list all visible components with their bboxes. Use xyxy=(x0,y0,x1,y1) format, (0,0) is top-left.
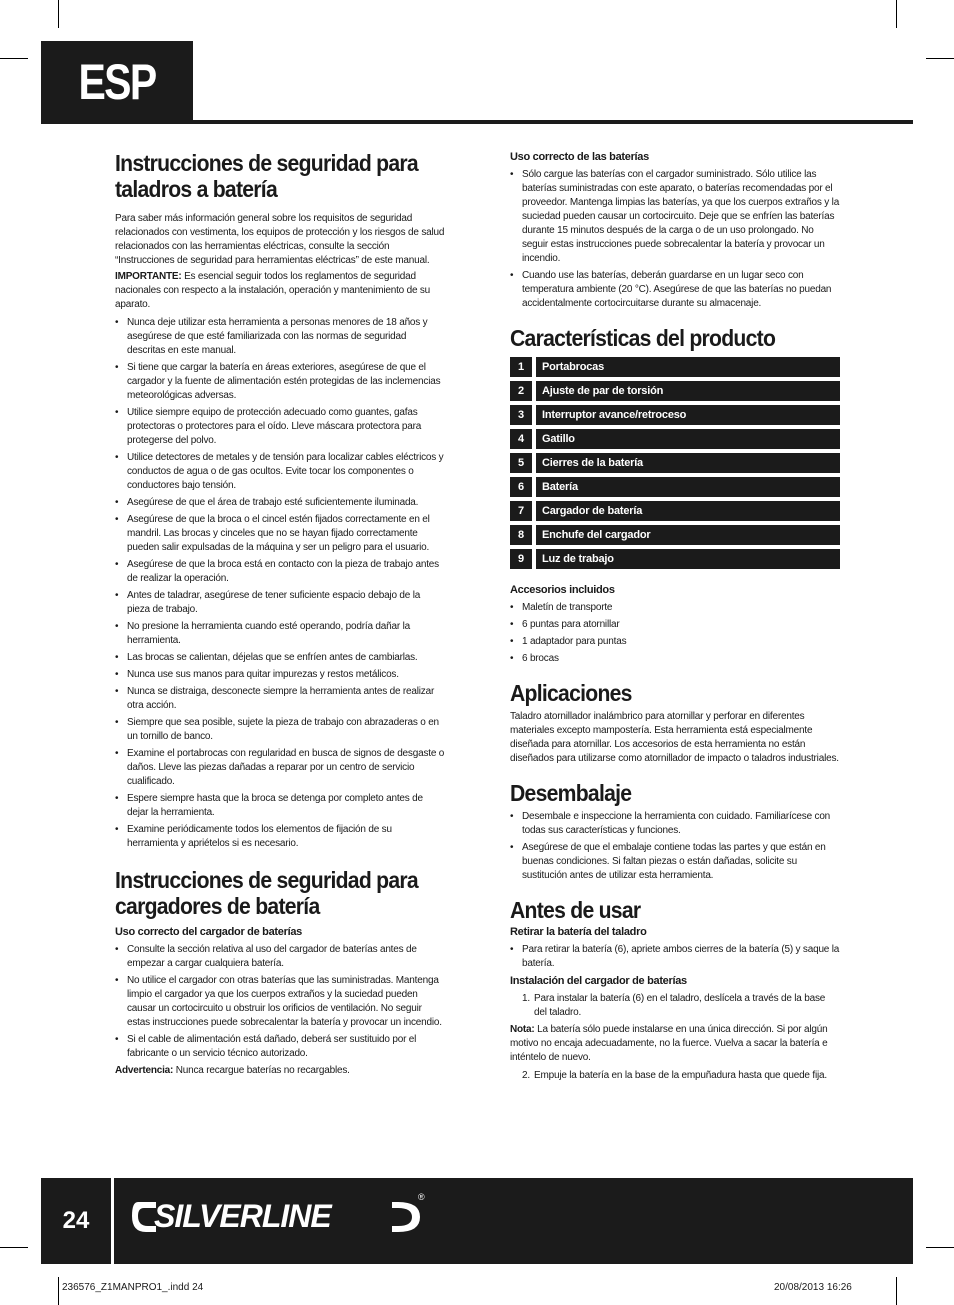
list-item: • Desembale e inspeccione la herramienta con cuidado. Familiarícese con todas sus características y funciones. xyxy=(510,810,840,838)
section-title-charger-safety: Instrucciones de seguridad para cargadores de batería xyxy=(115,867,418,919)
list-item: • Siempre que sea posible, sujete la pieza de trabajo con abrazaderas o en un tornillo de banco. xyxy=(115,716,445,744)
list-item: • Nunca use sus manos para quitar impurezas y restos metálicos. xyxy=(115,668,445,682)
install-step: 2. Empuje la batería en la base de la empuñadura hasta que quede fija. xyxy=(522,1070,827,1081)
accessory-item: • 1 adaptador para puntas xyxy=(510,635,840,649)
list-item: • No presione la herramienta cuando esté operando, podría dañar la herramienta. xyxy=(115,620,445,648)
registered-mark: ® xyxy=(418,1192,425,1202)
list-item: • Para retirar la batería (6), apriete ambos cierres de la batería (5) y saque la batería. xyxy=(510,943,840,971)
feature-number: 3 xyxy=(510,405,532,425)
list-item: • No utilice el cargador con otras baterías que las suministradas. Mantenga limpio el cargador ya que los cuerpos extraños y la suciedad pueden causar un cortocircuito u obstruir los orificios de ventilación. No seguir estas instrucciones puede sobrecalentar la batería y provocar un incendio. xyxy=(115,974,445,1030)
page-number: 24 xyxy=(41,1178,114,1264)
right-column xyxy=(510,150,840,1086)
list-item: • Espere siempre hasta que la broca se detenga por completo antes de dejar la herramienta. xyxy=(115,792,445,820)
header-rule xyxy=(41,120,913,124)
list-item: • Nunca deje utilizar esta herramienta a personas menores de 18 años y asegúrese de que esté familiarizada con las normas de seguridad descritas en este manual. xyxy=(115,316,445,358)
installation-note: Nota: La batería sólo puede instalarse en una única dirección. Si por algún motivo no encaja adecuadamente, no la fuerce. Vuelva a sacar la batería e inténtelo de nuevo. xyxy=(510,1024,828,1063)
crop-mark xyxy=(58,0,59,28)
crop-mark xyxy=(0,58,28,59)
install-step: 1. Para instalar la batería (6) en el taladro, deslícela a través de la base del taladro. xyxy=(522,993,826,1018)
feature-label: Batería xyxy=(536,477,840,497)
list-item: • Examine periódicamente todos los elementos de fijación de su herramienta y apriételos si es necesario. xyxy=(115,823,445,851)
feature-label: Portabrocas xyxy=(536,357,840,377)
list-item: • Asegúrese de que el embalaje contiene todas las partes y que están en buenas condiciones. Si faltan piezas o están dañadas, solicite su sustitución antes de utilizar esta herramienta. xyxy=(510,841,840,883)
feature-label: Cargador de batería xyxy=(536,501,840,521)
logo-wordmark: SILVERLINE xyxy=(154,1198,331,1234)
list-item: • Cuando use las baterías, deberán guardarse en un lugar seco con temperatura ambiente (20 °C). Asegúrese de que las baterías no puedan accidentalmente cortocircuitarse durante su almacenaje. xyxy=(510,269,840,311)
important-note: IMPORTANTE: Es esencial seguir todos los reglamentos de seguridad nacionales con respecto a la instalación, operación y mantenimiento de su aparato. xyxy=(115,271,431,310)
language-code: ESP xyxy=(78,54,156,110)
feature-number: 2 xyxy=(510,381,532,401)
feature-row xyxy=(510,453,840,473)
feature-number: 8 xyxy=(510,525,532,545)
list-item: • Si el cable de alimentación está dañado, deberá ser sustituido por el fabricante o un servicio técnico autorizado. xyxy=(115,1033,445,1061)
feature-label: Ajuste de par de torsión xyxy=(536,381,840,401)
silverline-logo xyxy=(130,1190,430,1240)
crop-mark xyxy=(0,1247,28,1248)
feature-number: 4 xyxy=(510,429,532,449)
list-item: • Si tiene que cargar la batería en áreas exteriores, asegúrese de que el cargador y la fuente de alimentación estén protegidas de las inclemencias meteorológicas adversas. xyxy=(115,361,445,403)
feature-row xyxy=(510,477,840,497)
feature-number: 9 xyxy=(510,549,532,569)
feature-row xyxy=(510,429,840,449)
unpacking-list xyxy=(510,810,840,883)
left-column xyxy=(115,150,445,1080)
charger-safety-list xyxy=(115,943,445,1061)
battery-use-list xyxy=(510,168,840,311)
drill-safety-list xyxy=(115,316,445,851)
crop-mark xyxy=(926,58,954,59)
crop-mark xyxy=(926,1247,954,1248)
logo-right-bracket xyxy=(392,1202,420,1232)
list-item: • Nunca se distraiga, desconecte siempre la herramienta antes de realizar otra acción. xyxy=(115,685,445,713)
feature-label: Cierres de la batería xyxy=(536,453,840,473)
slug-date: 20/08/2013 16:26 xyxy=(774,1282,852,1293)
feature-number: 5 xyxy=(510,453,532,473)
crop-mark xyxy=(896,1277,897,1305)
section-title-applications: Aplicaciones xyxy=(510,680,632,706)
feature-label: Luz de trabajo xyxy=(536,549,840,569)
section-title-features: Características del producto xyxy=(510,325,776,351)
feature-row xyxy=(510,501,840,521)
install-battery-subheading: Instalación del cargador de baterías xyxy=(510,975,687,987)
list-item: • Asegúrese de que la broca o el cincel estén fijados correctamente en el mandril. Las brocas y cinceles que no se hayan fijado correctamente pueden salir expulsadas de la máquina y ser un peligro para el usuario. xyxy=(115,513,445,555)
accessory-item: • 6 brocas xyxy=(510,652,840,666)
language-tab xyxy=(41,41,193,123)
install-steps-2 xyxy=(510,1069,840,1083)
feature-row xyxy=(510,381,840,401)
list-item: • Utilice siempre equipo de protección adecuado como guantes, gafas protectoras o protectores para el oído. Lleve máscara protectora para protegerse del polvo. xyxy=(115,406,445,448)
list-item: • Consulte la sección relativa al uso del cargador de baterías antes de empezar a cargar cualquiera batería. xyxy=(115,943,445,971)
install-steps-1 xyxy=(510,992,840,1020)
charger-use-subheading: Uso correcto del cargador de baterías xyxy=(115,926,302,938)
accessories-subheading: Accesorios incluidos xyxy=(510,584,615,596)
feature-row xyxy=(510,549,840,569)
feature-number: 1 xyxy=(510,357,532,377)
warning-note: Advertencia: Nunca recargue baterías no recargables. xyxy=(115,1065,350,1076)
feature-label: Enchufe del cargador xyxy=(536,525,840,545)
crop-mark xyxy=(58,1277,59,1305)
accessory-item: • Maletín de transporte xyxy=(510,601,840,615)
logo-left-bracket xyxy=(132,1202,156,1232)
feature-number: 7 xyxy=(510,501,532,521)
feature-row xyxy=(510,405,840,425)
drill-safety-intro: Para saber más información general sobre los requisitos de seguridad relacionados con vestimenta, los equipos de protección y los riesgos de salud relacionados con las herramientas eléctricas, consulte la sección “Instrucciones de seguridad para herramientas eléctricas” de este manual. xyxy=(115,213,445,266)
section-title-unpacking: Desembalaje xyxy=(510,780,632,806)
feature-label: Gatillo xyxy=(536,429,840,449)
list-item: • Las brocas se calientan, déjelas que se enfríen antes de cambiarlas. xyxy=(115,651,445,665)
list-item: • Sólo cargue las baterías con el cargador suministrado. Sólo utilice las baterías suministradas con este aparato, o baterías recomendadas por el proveedor. Mantenga limpias las baterías, ya que los cuerpos extraños y la suciedad pueden causar un cortocircuito. Deje que se enfríen las baterías durante 15 minutos después de la carga o de un uso prolongado. No seguir estas instrucciones puede sobrecalentar la batería y provocar un incendio. xyxy=(510,168,840,266)
feature-row xyxy=(510,525,840,545)
battery-use-subheading: Uso correcto de las baterías xyxy=(510,151,649,163)
crop-mark xyxy=(896,0,897,28)
list-item: • Examine el portabrocas con regularidad en busca de signos de desgaste o daños. Lleve las piezas dañadas a reparar por un centro de servicio cualificado. xyxy=(115,747,445,789)
applications-text: Taladro atornillador inalámbrico para atornillar y perforar en diferentes materiales excepto mampostería. Esta herramienta está especialmente diseñada para atornillar. Los accesorios de esta herramienta no están diseñados para utilizarse como atornillador de impacto o taladros industriales. xyxy=(510,711,839,764)
feature-label: Interruptor avance/retroceso xyxy=(536,405,840,425)
list-item: • Asegúrese de que la broca está en contacto con la pieza de trabajo antes de realizar la operación. xyxy=(115,558,445,586)
feature-row xyxy=(510,357,840,377)
list-item: • Antes de taladrar, asegúrese de tener suficiente espacio debajo de la pieza de trabajo. xyxy=(115,589,445,617)
slug-file: 236576_Z1MANPRO1_.indd 24 xyxy=(62,1282,204,1293)
section-title-before-use: Antes de usar xyxy=(510,897,641,923)
accessories-list xyxy=(510,601,840,666)
list-item: • Asegúrese de que el área de trabajo esté suficientemente iluminada. xyxy=(115,496,445,510)
remove-battery-list xyxy=(510,943,840,971)
accessory-item: • 6 puntas para atornillar xyxy=(510,618,840,632)
remove-battery-subheading: Retirar la batería del taladro xyxy=(510,926,647,938)
section-title-drill-safety: Instrucciones de seguridad para taladros a batería xyxy=(115,150,418,202)
feature-number: 6 xyxy=(510,477,532,497)
features-table xyxy=(510,357,840,569)
list-item: • Utilice detectores de metales y de tensión para localizar cables eléctricos y conductos de agua o de gas ocultos. Evite tocar los componentes o conductores bajo tensión. xyxy=(115,451,445,493)
